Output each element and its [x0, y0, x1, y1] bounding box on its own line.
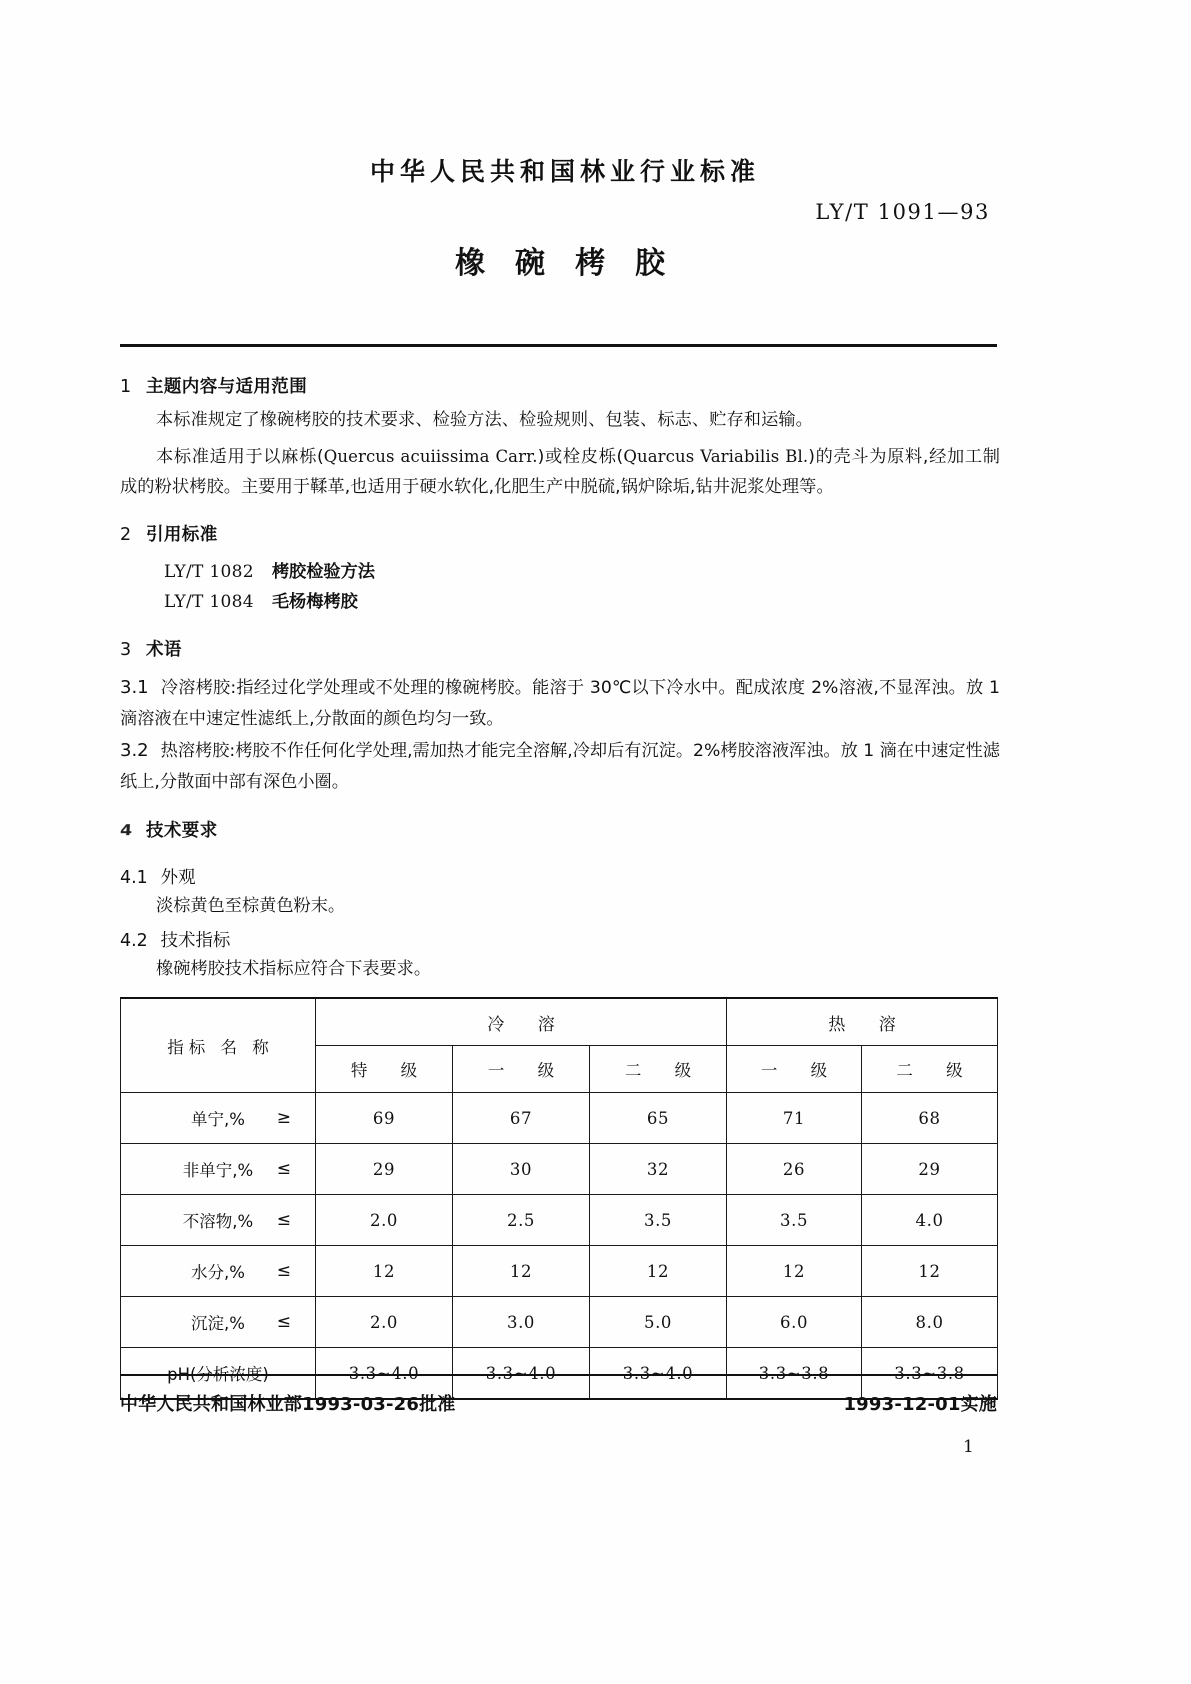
row-label-text: 非单宁,%: [182, 1161, 254, 1180]
footer-row: [120, 1390, 997, 1416]
document-title-text: 橡碗栲胶: [455, 246, 695, 281]
section-4-1-number: 4.1: [120, 868, 148, 888]
section-4-2-number: 4.2: [120, 931, 148, 951]
table-cell: 69: [316, 1093, 453, 1144]
s1-p2-part-a: 本标准适用于以麻栎(: [156, 447, 324, 467]
page-footer: [120, 1374, 997, 1416]
section-4-title: 技术要求: [146, 821, 218, 841]
section-2-title: 引用标准: [146, 525, 218, 545]
section-3-title: 术语: [146, 640, 182, 660]
table-header-grade-hot-first: 一 级: [727, 1046, 862, 1093]
table-row: [121, 1297, 998, 1348]
page-number: 1: [963, 1437, 974, 1457]
section-4-1-text: 淡棕黄色至棕黄色粉末。: [156, 896, 346, 916]
table-row-label: [121, 1144, 316, 1195]
section-2-heading: [120, 521, 1000, 546]
table-cell: 2.5: [453, 1195, 590, 1246]
footer-implementation: 1993-12-01实施: [843, 1394, 997, 1415]
section-4-1-title: 外观: [160, 868, 196, 888]
row-label-text: 不溶物,%: [182, 1212, 254, 1231]
table-row: [121, 1195, 998, 1246]
table-cell: 6.0: [727, 1297, 862, 1348]
section-4-2-text: 橡碗栲胶技术指标应符合下表要求。: [156, 959, 432, 979]
latin-name-2: Quarcus Variabilis Bl.: [623, 447, 809, 466]
row-operator: ≤: [276, 1312, 291, 1332]
section-1-heading: [120, 373, 1000, 398]
section-3-heading: [120, 636, 1000, 661]
table-header-group-cold: 冷 溶: [316, 998, 727, 1046]
document-title: [120, 238, 1000, 282]
table-row: [121, 1093, 998, 1144]
section-4-heading: [120, 817, 1000, 842]
table-header-indicator-name: 指标 名 称: [121, 998, 316, 1093]
table-row-label: [121, 1246, 316, 1297]
s1-p2-part-c: )的壳斗为原料,经加工制成的粉状栲胶。主要用于鞣革,也适用于硬水软化,化肥生产中脱硫,锅炉除垢,钻井泥浆处理等。: [120, 447, 1001, 497]
section-3-number: 3: [120, 640, 132, 660]
specification-table: [120, 997, 998, 1400]
reference-item: [120, 587, 1000, 617]
row-operator: ≤: [276, 1261, 291, 1281]
term-3-1-text: 冷溶栲胶:指经过化学处理或不处理的橡碗栲胶。能溶于 30℃以下冷水中。配成浓度 2%溶液,不显浑浊。放 1 滴溶液在中速定性滤纸上,分散面的颜色均匀一致。: [120, 678, 1000, 729]
term-3-2: [120, 735, 1000, 798]
table-cell: 5.0: [590, 1297, 727, 1348]
table-cell: 30: [453, 1144, 590, 1195]
latin-name-1: Quercus acuiissima Carr.: [323, 447, 538, 466]
term-3-1-number: 3.1: [120, 677, 149, 698]
table-cell: 67: [453, 1093, 590, 1144]
row-label-text: 水分,%: [191, 1263, 245, 1282]
row-operator: ≥: [276, 1108, 291, 1128]
standard-number-row: [120, 200, 1000, 224]
table-row: [121, 1144, 998, 1195]
term-3-2-number: 3.2: [120, 740, 149, 761]
table-row-label: [121, 1297, 316, 1348]
table-cell: 3.5: [727, 1195, 862, 1246]
table-cell: 3.3~4.0: [316, 1348, 453, 1400]
reference-code: LY/T 1082: [164, 562, 254, 582]
table-cell: 12: [453, 1246, 590, 1297]
table-cell: 2.0: [316, 1297, 453, 1348]
section-4-2-title: 技术指标: [160, 931, 231, 951]
table-header-group-hot: 热 溶: [727, 998, 998, 1046]
standard-number: LY/T 1091—93: [815, 200, 990, 224]
table-row: [121, 1246, 998, 1297]
table-cell: 68: [862, 1093, 998, 1144]
term-3-1: [120, 672, 1000, 735]
row-label-text: 沉淀,%: [191, 1314, 245, 1333]
table-cell: 3.5: [590, 1195, 727, 1246]
section-1-paragraph-1: 本标准规定了橡碗栲胶的技术要求、检验方法、检验规则、包装、标志、贮存和运输。: [156, 410, 813, 430]
section-4-2-heading: [120, 926, 1000, 951]
row-operator: ≤: [276, 1159, 291, 1179]
table-row-label: [121, 1195, 316, 1246]
table-cell: 4.0: [862, 1195, 998, 1246]
table-cell: 3.3~3.8: [727, 1348, 862, 1400]
section-1-number: 1: [120, 377, 132, 397]
page-content: [120, 0, 1000, 1400]
table-header-grade-cold-special: 特 级: [316, 1046, 453, 1093]
reference-name: 毛杨梅栲胶: [271, 592, 358, 612]
table-cell: 3.3~4.0: [453, 1348, 590, 1400]
row-label-text: pH(分析浓度): [167, 1365, 269, 1384]
reference-code: LY/T 1084: [164, 592, 254, 612]
table-cell: 12: [727, 1246, 862, 1297]
table-header-grade-cold-second: 二 级: [590, 1046, 727, 1093]
footer-divider: [120, 1374, 997, 1376]
document-body: [120, 347, 1000, 1400]
table-header-group-row: [121, 998, 998, 1046]
reference-name: 栲胶检验方法: [271, 562, 375, 582]
issuing-organization: 中华人民共和国林业行业标准: [369, 157, 760, 186]
table-cell: 29: [316, 1144, 453, 1195]
table-cell: 3.3~3.8: [862, 1348, 998, 1400]
table-cell: 2.0: [316, 1195, 453, 1246]
table-cell: 3.0: [453, 1297, 590, 1348]
table-cell: 3.3~4.0: [590, 1348, 727, 1400]
section-4-1-heading: [120, 863, 1000, 888]
table-cell: 12: [316, 1246, 453, 1297]
section-2-number: 2: [120, 525, 132, 545]
table-cell: 29: [862, 1144, 998, 1195]
table-cell: 26: [727, 1144, 862, 1195]
section-1-paragraph-2: [120, 442, 1000, 502]
row-operator: ≤: [276, 1210, 291, 1230]
table-cell: 12: [862, 1246, 998, 1297]
table-header-grade-cold-first: 一 级: [453, 1046, 590, 1093]
s1-p2-part-b: )或栓皮栎(: [537, 447, 624, 467]
table-cell: 71: [727, 1093, 862, 1144]
table-cell: 12: [590, 1246, 727, 1297]
table-cell: 65: [590, 1093, 727, 1144]
table-cell: 32: [590, 1144, 727, 1195]
section-1-title: 主题内容与适用范围: [146, 377, 308, 397]
term-3-2-text: 热溶栲胶:栲胶不作任何化学处理,需加热才能完全溶解,冷却后有沉淀。2%栲胶溶液浑浊。放 1 滴在中速定性滤纸上,分散面中部有深色小圈。: [120, 741, 1000, 792]
table-row-label: [121, 1093, 316, 1144]
table-cell: 8.0: [862, 1297, 998, 1348]
footer-approval: 中华人民共和国林业部1993-03-26批准: [120, 1394, 456, 1415]
reference-item: [120, 557, 1000, 587]
section-4-number: 4: [119, 822, 134, 840]
document-header: [120, 0, 1000, 188]
table-header-grade-hot-second: 二 级: [862, 1046, 998, 1093]
row-label-text: 单宁,%: [191, 1110, 245, 1129]
